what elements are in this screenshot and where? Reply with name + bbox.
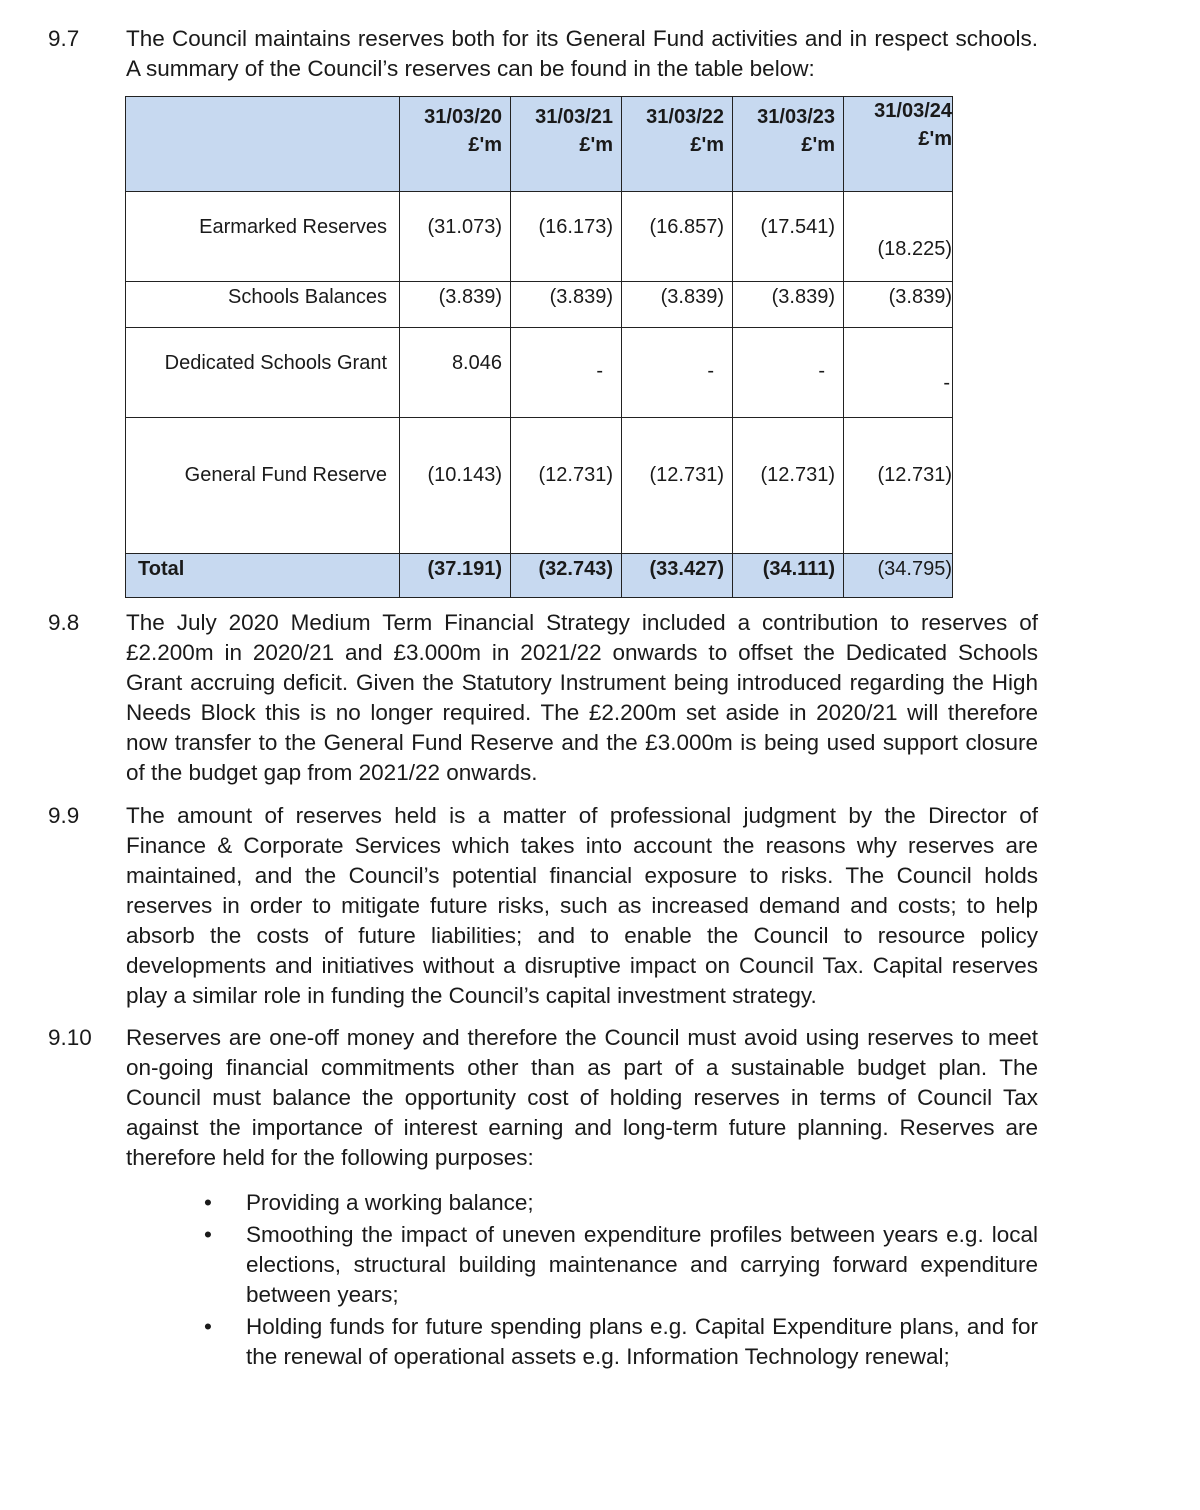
- table-cell: (12.731): [511, 418, 622, 554]
- bullet-icon: •: [204, 1222, 212, 1247]
- table-cell: (12.731): [622, 418, 733, 554]
- table-cell: 8.046: [400, 328, 511, 418]
- section-text-9-7: The Council maintains reserves both for its General Fund activities and in respect schools. A summary of the Council’s reserves can be found in the table below:: [126, 26, 1038, 81]
- section-number-9-9: 9.9: [48, 803, 80, 828]
- row-label: General Fund Reserve: [126, 418, 400, 554]
- table-cell: (17.541): [733, 192, 844, 282]
- table-cell: (32.743): [511, 554, 622, 598]
- list-item: • Smoothing the impact of uneven expenditure profiles between years e.g. local elections, structural building maintenance and carrying forward expenditure between years;: [204, 1222, 1038, 1307]
- table-cell: (31.073): [400, 192, 511, 282]
- header-cell: 31/03/24 £'m: [844, 97, 953, 192]
- table-cell: (10.143): [400, 418, 511, 554]
- header-cell: 31/03/23 £'m: [733, 97, 844, 192]
- table-row: [126, 282, 953, 328]
- table-cell: (3.839): [622, 282, 733, 328]
- total-label: Total: [126, 554, 400, 598]
- table-row: [126, 418, 953, 554]
- table-cell: -: [622, 328, 733, 418]
- table-cell: (3.839): [844, 282, 953, 328]
- bullet-icon: •: [204, 1314, 212, 1339]
- list-item: • Providing a working balance;: [246, 1188, 1038, 1218]
- section-number-9-8: 9.8: [48, 610, 80, 635]
- row-label: Schools Balances: [126, 282, 400, 328]
- table-cell: (34.111): [733, 554, 844, 598]
- purposes-list: [204, 1188, 1038, 1374]
- section-number-9-7: 9.7: [48, 26, 80, 51]
- table-header-row: [126, 97, 953, 192]
- table-cell: -: [733, 328, 844, 418]
- table-cell: (34.795): [844, 554, 953, 598]
- table-cell: (3.839): [733, 282, 844, 328]
- table-cell: (16.173): [511, 192, 622, 282]
- table-row: [126, 192, 953, 282]
- table-total-row: [126, 554, 953, 598]
- table-row: [126, 328, 953, 418]
- row-label: Earmarked Reserves: [126, 192, 400, 282]
- table-cell: (12.731): [844, 418, 953, 554]
- section-text-9-8: The July 2020 Medium Term Financial Strategy included a contribution to reserves of £2.200m in 2020/21 and £3.000m in 2021/22 onwards to offset the Dedicated Schools Grant accruing deficit. Given the Statutory Instrument being introduced regarding the High Needs Block this is no longer required. The £2.200m set aside in 2020/21 will therefore now transfer to the General Fund Reserve and the £3.000m is being used support closure of the budget gap from 2021/22 onwards.: [126, 610, 1038, 785]
- header-cell: 31/03/22 £'m: [622, 97, 733, 192]
- header-cell: 31/03/20 £'m: [400, 97, 511, 192]
- table-cell: (12.731): [733, 418, 844, 554]
- row-label: Dedicated Schools Grant: [126, 328, 400, 418]
- section-text-9-10: Reserves are one-off money and therefore the Council must avoid using reserves to meet on-going financial commitments other than as part of a sustainable budget plan. The Council must balance the opportunity cost of holding reserves in terms of Council Tax against the importance of interest earning and long-term future planning. Reserves are therefore held for the following purposes:: [126, 1025, 1038, 1170]
- table-cell: (3.839): [400, 282, 511, 328]
- header-cell: 31/03/21 £'m: [511, 97, 622, 192]
- table-cell: -: [844, 328, 953, 418]
- reserves-table: [125, 96, 953, 598]
- table-cell: -: [511, 328, 622, 418]
- table-cell: (18.225): [844, 192, 953, 282]
- section-number-9-10: 9.10: [48, 1025, 92, 1050]
- table-cell: (37.191): [400, 554, 511, 598]
- header-blank-cell: [126, 97, 400, 192]
- bullet-icon: •: [204, 1190, 212, 1215]
- table-cell: (16.857): [622, 192, 733, 282]
- table-cell: (3.839): [511, 282, 622, 328]
- table-cell: (33.427): [622, 554, 733, 598]
- list-item: • Holding funds for future spending plans e.g. Capital Expenditure plans, and for the renewal of operational assets e.g. Information Technology renewal;: [204, 1314, 1038, 1369]
- section-text-9-9: The amount of reserves held is a matter of professional judgment by the Director of Finance & Corporate Services which takes into account the reasons why reserves are maintained, and the Council’s potential financial exposure to risks. The Council holds reserves in order to mitigate future risks, such as increased demand and costs; to help absorb the costs of future liabilities; and to enable the Council to resource policy developments and initiatives without a disruptive impact on Council Tax. Capital reserves play a similar role in funding the Council’s capital investment strategy.: [126, 803, 1038, 1008]
